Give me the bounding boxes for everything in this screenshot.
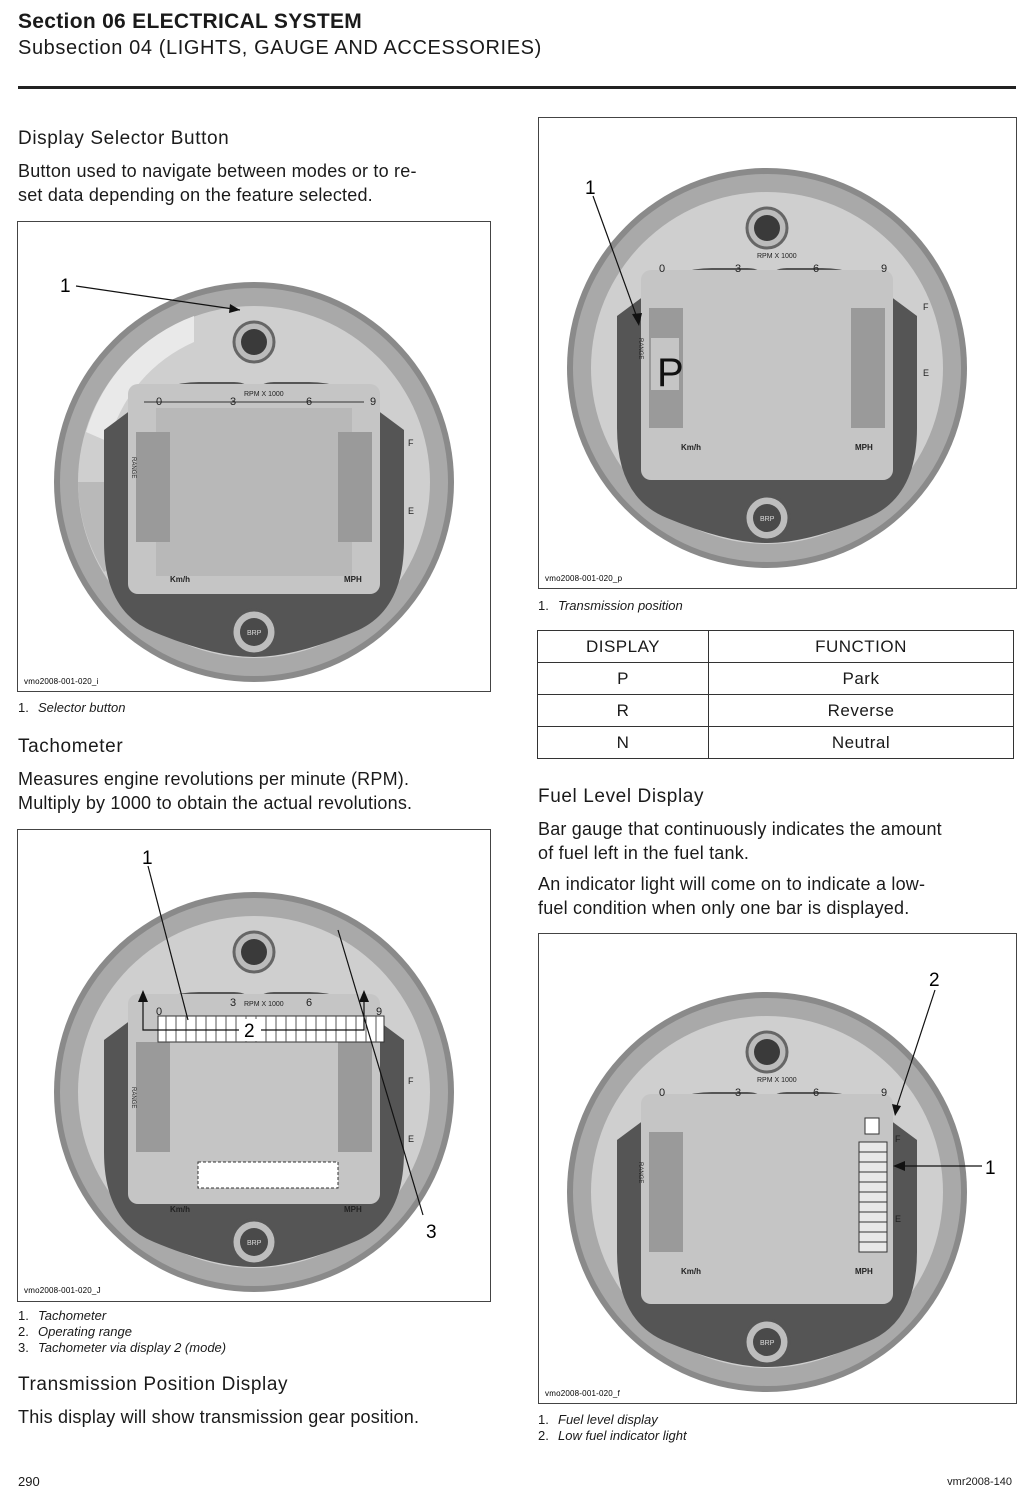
document-code: vmr2008-140 [947, 1476, 1012, 1488]
tick-9: 9 [370, 396, 377, 408]
tick-0: 0 [659, 263, 666, 275]
page-number: 290 [18, 1474, 40, 1489]
mph-label: MPH [855, 443, 873, 452]
caption-item: 2. Operating range [18, 1324, 132, 1339]
range-label: RANGE [637, 1162, 643, 1184]
gear-indicator: P [657, 351, 684, 395]
caption-item: 1. Selector button [18, 700, 126, 715]
fuel-body-3: An indicator light will come on to indicate a low- [538, 874, 926, 894]
range-label: RANGE [130, 457, 136, 479]
fuel-e-label: E [408, 506, 415, 516]
brp-logo: BRP [760, 516, 775, 523]
brp-logo: BRP [760, 1340, 775, 1347]
figure-code: vmo2008-001-020_f [545, 1389, 621, 1398]
table-row [538, 695, 1014, 727]
table-header: DISPLAY [538, 631, 709, 663]
kmh-label: Km/h [681, 443, 701, 452]
fuel-f-label: F [895, 1134, 901, 1144]
fuel-e-label: E [408, 1134, 415, 1144]
table-cell: Park [709, 663, 1014, 695]
subsection-title: Subsection 04 (LIGHTS, GAUGE AND ACCESSORIES) [18, 37, 542, 59]
fuel-e-label: E [895, 1214, 902, 1224]
mph-label: MPH [344, 1205, 362, 1214]
tick-3: 3 [735, 263, 742, 275]
fuel-heading: Fuel Level Display [538, 786, 705, 807]
rpm-label: RPM X 1000 [244, 1001, 284, 1008]
tick-3: 3 [230, 396, 237, 408]
transmission-heading: Transmission Position Display [18, 1374, 289, 1395]
figure-selector-button [17, 221, 491, 692]
figure-code: vmo2008-001-020_J [24, 1286, 101, 1295]
table-row [538, 663, 1014, 695]
figure-code: vmo2008-001-020_p [545, 574, 623, 583]
gauge-illustration-4 [539, 934, 1016, 1403]
tick-0: 0 [659, 1087, 666, 1099]
caption-list-2 [18, 1308, 226, 1356]
table-header: FUNCTION [709, 631, 1014, 663]
figure-code: vmo2008-001-020_i [24, 677, 99, 686]
fuel-body-4: fuel condition when only one bar is displayed. [538, 898, 910, 918]
tick-6: 6 [813, 1087, 820, 1099]
kmh-label: Km/h [170, 1205, 190, 1214]
tachometer-body-2: Multiply by 1000 to obtain the actual revolutions. [18, 793, 413, 813]
caption-list-3 [538, 598, 683, 614]
mph-label: MPH [344, 575, 362, 584]
section-title: Section 06 ELECTRICAL SYSTEM [18, 10, 363, 33]
callout-1: 1 [60, 276, 71, 297]
fuel-f-label: F [408, 438, 414, 448]
figure-transmission-position [538, 117, 1017, 589]
table-cell: Reverse [709, 695, 1014, 727]
rpm-label: RPM X 1000 [244, 391, 284, 398]
fuel-f-label: F [923, 302, 929, 312]
tick-6: 6 [306, 997, 313, 1009]
table-header-row [538, 631, 1014, 663]
brp-logo: BRP [247, 630, 262, 637]
tick-0: 0 [156, 396, 163, 408]
rpm-label: RPM X 1000 [757, 1077, 797, 1084]
caption-item: 1. Transmission position [538, 598, 683, 613]
display-selector-heading: Display Selector Button [18, 128, 230, 149]
gauge-body [54, 282, 454, 682]
figure-tachometer [17, 829, 491, 1302]
gauge-illustration-1 [18, 222, 490, 691]
range-label: RANGE [637, 338, 643, 360]
tick-0: 0 [156, 1006, 163, 1018]
table-row [538, 727, 1014, 759]
rpm-label: RPM X 1000 [757, 253, 797, 260]
tick-9: 9 [881, 263, 888, 275]
mph-label: MPH [855, 1267, 873, 1276]
gear-table [537, 630, 1014, 759]
gauge-illustration-2 [18, 830, 490, 1301]
tick-6: 6 [306, 396, 313, 408]
callout-1: 1 [985, 1158, 996, 1179]
tick-9: 9 [881, 1087, 888, 1099]
callout-2: 2 [244, 1021, 255, 1042]
tick-6: 6 [813, 263, 820, 275]
kmh-label: Km/h [170, 575, 190, 584]
callout-2: 2 [929, 970, 940, 991]
display-selector-body-2: set data depending on the feature selected. [18, 185, 373, 205]
fuel-f-label: F [408, 1076, 414, 1086]
header-rule [18, 86, 1016, 89]
tick-3: 3 [230, 997, 237, 1009]
range-label: RANGE [130, 1087, 136, 1109]
tick-3: 3 [735, 1087, 742, 1099]
table-cell: R [538, 695, 709, 727]
brp-logo: BRP [247, 1240, 262, 1247]
table-cell: N [538, 727, 709, 759]
caption-list-1 [18, 700, 125, 716]
caption-item: 1. Tachometer [18, 1308, 107, 1323]
gauge-illustration-3 [539, 118, 1016, 588]
callout-1: 1 [585, 178, 596, 199]
caption-item: 3. Tachometer via display 2 (mode) [18, 1340, 227, 1355]
callout-3: 3 [426, 1222, 437, 1243]
fuel-body-2: of fuel left in the fuel tank. [538, 843, 750, 863]
display-selector-body-1: Button used to navigate between modes or to re- [18, 161, 417, 181]
caption-item: 1. Fuel level display [538, 1412, 658, 1427]
tick-9: 9 [376, 1006, 383, 1018]
table-cell: Neutral [709, 727, 1014, 759]
caption-item: 2. Low fuel indicator light [538, 1428, 687, 1443]
tachometer-body-1: Measures engine revolutions per minute (RPM). [18, 769, 410, 789]
transmission-body: This display will show transmission gear position. [18, 1407, 420, 1427]
figure-fuel-level [538, 933, 1017, 1404]
kmh-label: Km/h [681, 1267, 701, 1276]
tachometer-heading: Tachometer [18, 736, 124, 757]
caption-list-4 [538, 1412, 687, 1444]
table-cell: P [538, 663, 709, 695]
callout-1: 1 [142, 848, 153, 869]
fuel-body-1: Bar gauge that continuously indicates the amount [538, 819, 942, 839]
fuel-e-label: E [923, 368, 930, 378]
